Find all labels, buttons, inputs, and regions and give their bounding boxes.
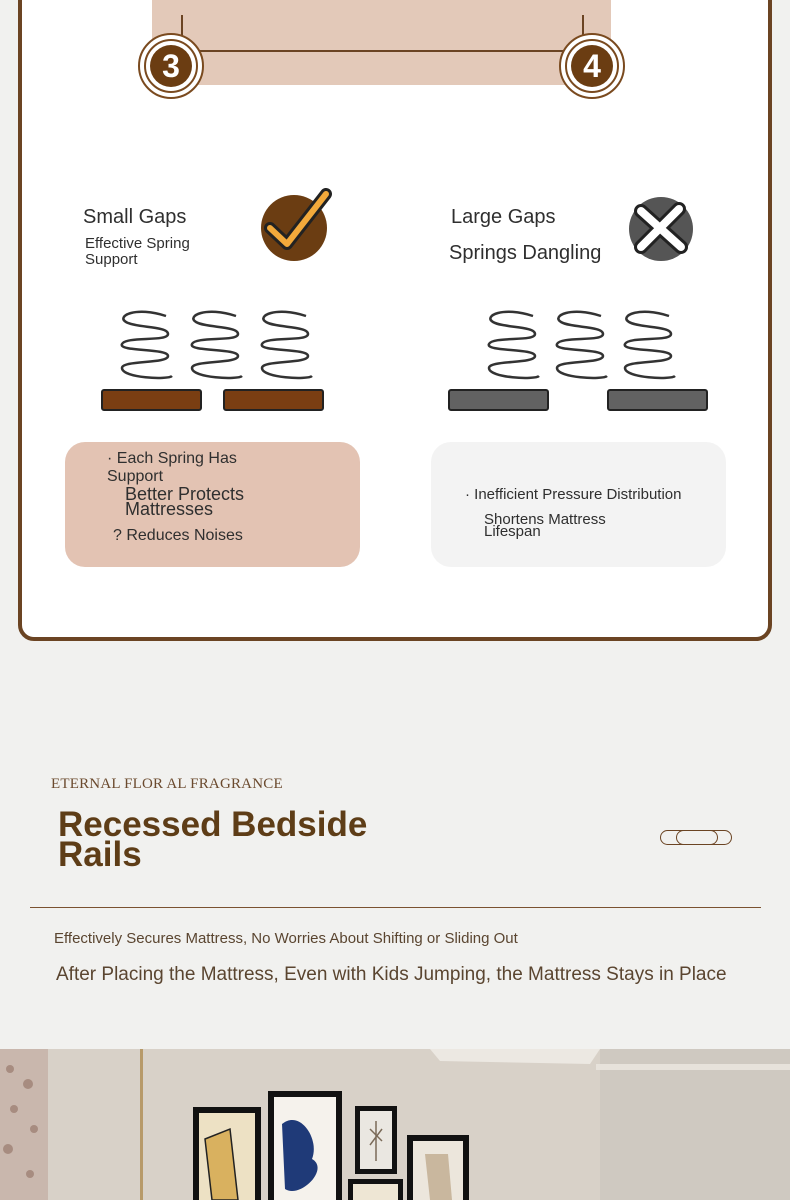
section-divider: [30, 907, 761, 908]
step-badge-4: [559, 33, 625, 99]
sparse-springs-illustration: [477, 308, 683, 384]
slat: [101, 389, 202, 411]
benefit-item: ? Reduces Noises: [113, 527, 243, 544]
slat: [223, 389, 324, 411]
slat: [607, 389, 708, 411]
step-badge-3: [138, 33, 204, 99]
x-mark-icon: [627, 195, 695, 263]
step-number: 3: [150, 45, 192, 87]
drawback-item: · Inefficient Pressure Distribution: [465, 486, 682, 503]
section-description-emphasis: After Placing the Mattress, Even with Kids Jumping, the Mattress Stays in Place: [56, 964, 727, 985]
checkmark-icon: [260, 188, 332, 264]
bed-rail-outline: [181, 15, 584, 52]
section-headline: Recessed Bedside Rails: [58, 805, 368, 874]
slat: [448, 389, 549, 411]
benefit-item: Better Protects Mattresses: [125, 484, 245, 519]
decorative-pill-icon: [660, 830, 732, 845]
section-description: Effectively Secures Mattress, No Worries About Shifting or Sliding Out: [54, 930, 518, 947]
large-gaps-title: Large Gaps: [451, 206, 556, 228]
small-gaps-subtitle: Effective Spring Support: [85, 235, 190, 268]
drawback-item: Shortens Mattress Lifespan: [484, 511, 606, 540]
large-gaps-subtitle: Springs Dangling: [449, 242, 602, 264]
dense-springs-illustration: [110, 308, 316, 384]
step-number: 4: [571, 45, 613, 87]
large-gaps-drawbacks-panel: [431, 442, 726, 567]
bedroom-photo: [0, 1049, 790, 1200]
section-kicker: ETERNAL FLOR AL FRAGRANCE: [51, 776, 283, 792]
benefit-item: · Each Spring Has Support: [107, 450, 237, 485]
small-gaps-title: Small Gaps: [83, 206, 187, 228]
